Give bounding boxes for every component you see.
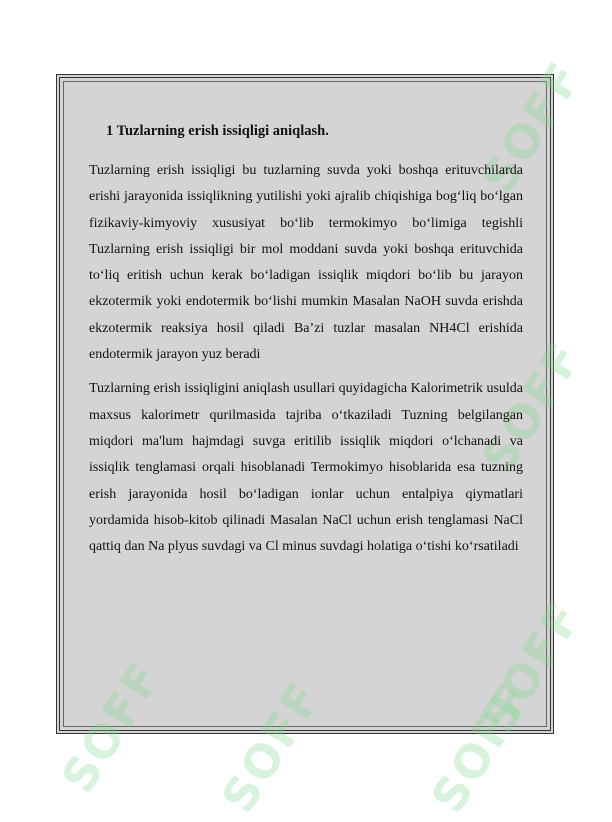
paragraph-1: Tuzlarning erish issiqligi bu tuzlarning suvda yoki boshqa erituvchilarda erishi jarayonida issiqlikning yutilishi yoki ajralib chiqishiga bog‘liq bo‘lgan fizikaviy-kimyoviy xususiyat bo‘lib termokimyo bo‘limiga tegishli Tuzlarning erish issiqligi bir mol moddani suvda yoki boshqa erituvchida to‘liq eritish uchun kerak bo‘ladigan issiqlik miqdori bo‘lib bu jarayon ekzotermik yoki endotermik bo‘lishi mumkin Masalan NaOH suvda erishda ekzotermik reaksiya hosil qiladi Ba’zi tuzlar masalan NH4Cl erishida endotermik jarayon yuz beradi	[89, 163, 523, 363]
watermark-logo: SOFF	[470, 332, 593, 482]
watermark-logo: SOFF	[210, 672, 333, 822]
watermark-logo: SOFF	[420, 672, 543, 822]
document-body	[89, 118, 523, 568]
watermark-logo: SOFF	[470, 592, 593, 742]
section-heading: 1 Tuzlarning erish issiqligi aniqlash.	[106, 123, 329, 139]
paragraph-2: Tuzlarning erish issiqligini aniqlash usullari quyidagicha Kalorimetrik usulda maxsus kalorimetr qurilmasida tajriba o‘tkaziladi Tuzning belgilangan miqdori ma'lum hajmdagi suvga eritilib issiqlik miqdori o‘lchanadi va issiqlik tenglamasi orqali hisoblanadi Termokimyo hisoblarida esa tuzning erish jarayonida hosil bo‘ladigan ionlar uchun entalpiya qiymatlari yordamida hisob-kitob qilinadi Masalan NaCl uchun erish tenglamasi NaCl qattiq dan Na plyus suvdagi va Cl minus suvdagi holatiga o‘tishi ko‘rsatiladi	[89, 381, 523, 555]
watermark-logo: SOFF	[50, 652, 173, 802]
watermark-logo: SOFF	[470, 52, 593, 202]
